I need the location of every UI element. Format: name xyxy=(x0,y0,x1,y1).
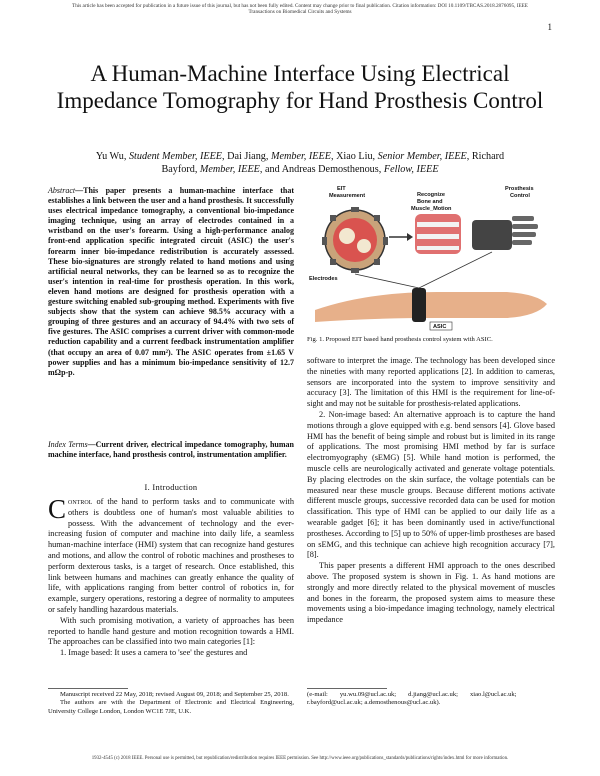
page-number: 1 xyxy=(547,22,552,32)
label-recognize-1: Recognize xyxy=(417,192,445,198)
index-terms-lead: Index Terms xyxy=(48,440,88,449)
copyright-footer: 1932-4545 (c) 2018 IEEE. Personal use is permitted, but republication/redistribution requires IEEE permission. See http://www.ieee.org/publications_standards/publications/rights/index.html for more information. xyxy=(91,756,509,761)
paper-title: A Human-Machine Interface Using Electrical Impedance Tomography for Hand Prosthesis Control xyxy=(56,61,544,113)
figure-1-caption: Fig. 1. Proposed EIT based hand prosthesis control system with ASIC. xyxy=(307,336,493,343)
intro-paragraph-3: 1. Image based: It uses a camera to 'see' the gestures and xyxy=(60,648,248,658)
forearm-with-wristband xyxy=(315,288,547,322)
muscle-bone-illustration xyxy=(415,214,461,254)
introduction-body: Control of the hand to perform tasks and to communicate with others is doubtless one of human's most valuable abilities to possess. With the advancement of technology and the ever-increasing fusion of computer and machine into daily life, a seamless human-machine interface (HMI) system that can recognize hand gestures and motions, and allow the control of robotic machines and prostheses to perform dexterous tasks, is a target of research. Once established, this link between humans and machines can greatly enhance the quality of life, with applications ranging from better control of robotics in, for example, surgery operations, restoring a degree of normality to amputees or safely handling hazardous materials. With such promising motivation, a variety of approaches has been reported to handle hand gesture and motion recognition towards a HMI. The approaches can be classified into two main categories [1]: 1. Image based: It uses a camera to 'see' the gestures and xyxy=(48,494,294,658)
label-prosthesis-1: Prosthesis xyxy=(505,186,534,192)
index-terms xyxy=(48,440,294,460)
label-measurement: Measurement xyxy=(329,193,366,199)
header-line-1: This article has been accepted for publication in a future issue of this journal, but has not been fully edited. Content may change prior to final publication. Citation information: DOI 10.1109/TBCAS.2018.2876095, IEEE xyxy=(72,3,528,9)
label-recognize-3: Muscle_Motion xyxy=(411,206,452,212)
label-recognize-2: Bone and xyxy=(417,199,443,205)
right-paragraph-3: This paper presents a different HMI approach to the ones described above. The proposed system is shown in Fig. 1. As hand motions are strongly and more directly related to the physical movement of muscles and bones in the forearm, the proposed system aims to measure these movements using a bio-impedance imaging technology, namely electrical impedance xyxy=(307,561,555,625)
intro-paragraph-2: With such promising motivation, a variety of approaches has been reported to handle hand gesture and motion recognition towards a HMI. The approaches can be classified into two main categories [1]: xyxy=(48,615,294,647)
footnote-left: Manuscript received 22 May, 2018; revised August 09, 2018; and September 25, 2018. The authors are with the Department of Electronic and Electrical Engineering, University College London, London WC1E 7JE, U.K. xyxy=(48,691,294,715)
figure-1-illustration xyxy=(307,182,555,332)
abstract-lead: Abstract xyxy=(48,186,76,195)
eit-cross-section xyxy=(322,207,388,273)
footnote-rule-right xyxy=(307,688,387,689)
abstract xyxy=(48,186,294,378)
index-terms-text: —Current driver, electrical impedance tomography, human machine interface, hand prosthesis control, instrumentation amplifier. xyxy=(48,440,294,460)
prosthesis-hand xyxy=(472,216,538,250)
label-asic: ASIC xyxy=(433,324,447,330)
right-column-body xyxy=(307,356,555,626)
header-line-2: Transactions on Biomedical Circuits and Systems xyxy=(248,9,352,16)
label-electrodes: Electrodes xyxy=(309,276,338,282)
abstract-text: —This paper presents a human-machine interface that establishes a link between the user and a hand prosthesis. It successfully uses electrical impedance tomography, a conventional bio-impedance imaging technique, using an array of electrodes contained in a wristband on the user's forearm. Using a high-performance analog front-end application specific integrated circuit (ASIC) the user's forearm inner bio-impedance redistribution is accurately assessed. These bio-signatures are strongly related to hand motions and using artificial neural networks, they can be learned so as to recognize the user's intention in real-time for prosthesis operation. In this work, eleven hand motions are designed for prosthesis operation with a gesture switching enabled sub-grouping method. Experiments with five subjects show that the system can achieve 98.5% accuracy with a grouping of three gestures and an accuracy of 94.4% with two sets of five gestures. The ASIC comprises a current driver with common-mode reduction capability and a current feedback instrumentation amplifier (that occupy an area of 0.07 mm²). The ASIC operates from ±1.65 V power supplies and has a minimum bio-impedance sensitivity of 12.7 mΩp-p. xyxy=(48,186,294,377)
footnote-right-emails: (e-mail: yu.wu.09@ucl.ac.uk; d.jiang@ucl.ac.uk; xiao.l@ucl.ac.uk; r.bayford@ucl.ac.uk; a.demosthenous@ucl.ac.uk). xyxy=(307,691,517,707)
footnote-rule xyxy=(48,688,128,689)
running-header xyxy=(20,3,580,15)
label-prosthesis-2: Control xyxy=(510,193,530,199)
section-heading-introduction: I. Introduction xyxy=(144,483,198,492)
label-eit: EIT xyxy=(337,186,346,192)
author-list: Yu Wu, Student Member, IEEE, Dai Jiang, Member, IEEE, Xiao Liu, Senior Member, IEEE, Richard Bayford, Member, IEEE, and Andreas Demosthenous, Fellow, IEEE xyxy=(95,151,505,175)
right-paragraph-1: software to interpret the image. The technology has been developed since the nineties with many reported applications [2]. In addition to cameras, sensors are incorporated into the system to improve sensitivity and accuracy [3]. The limitation of this HMI is the requirement for line-of-sight and may not be suitable for prosthesis-related applications. xyxy=(307,356,555,409)
drop-cap: C xyxy=(48,494,67,524)
right-paragraph-2: 2. Non-image based: An alternative approach is to capture the hand motions through a glove equipped with e.g. bend sensors [4]. Glove based HMI has the benefit of being simple and robust but is limited in its range of applications. The most promising HMI method by far is surface electromyography (sEMG) [5]. While hand motion is performed, the muscle cells are neurologically activated and generate voltage potentials. By placing electrodes on the skin surface, the voltage potentials can be measured near these muscle groups. Because different motions activate different muscle groups, successive recorded data can be used for motion classification. This type of HMI can be applied to our daily life as a wearable gadget [6]; it has been dominantly used in active/functional prostheses. According to [5] up to 50% of upper-limb prostheses are based on sEMG, and this technique can achieve high recognition accuracy [7], [8]. xyxy=(307,409,555,560)
